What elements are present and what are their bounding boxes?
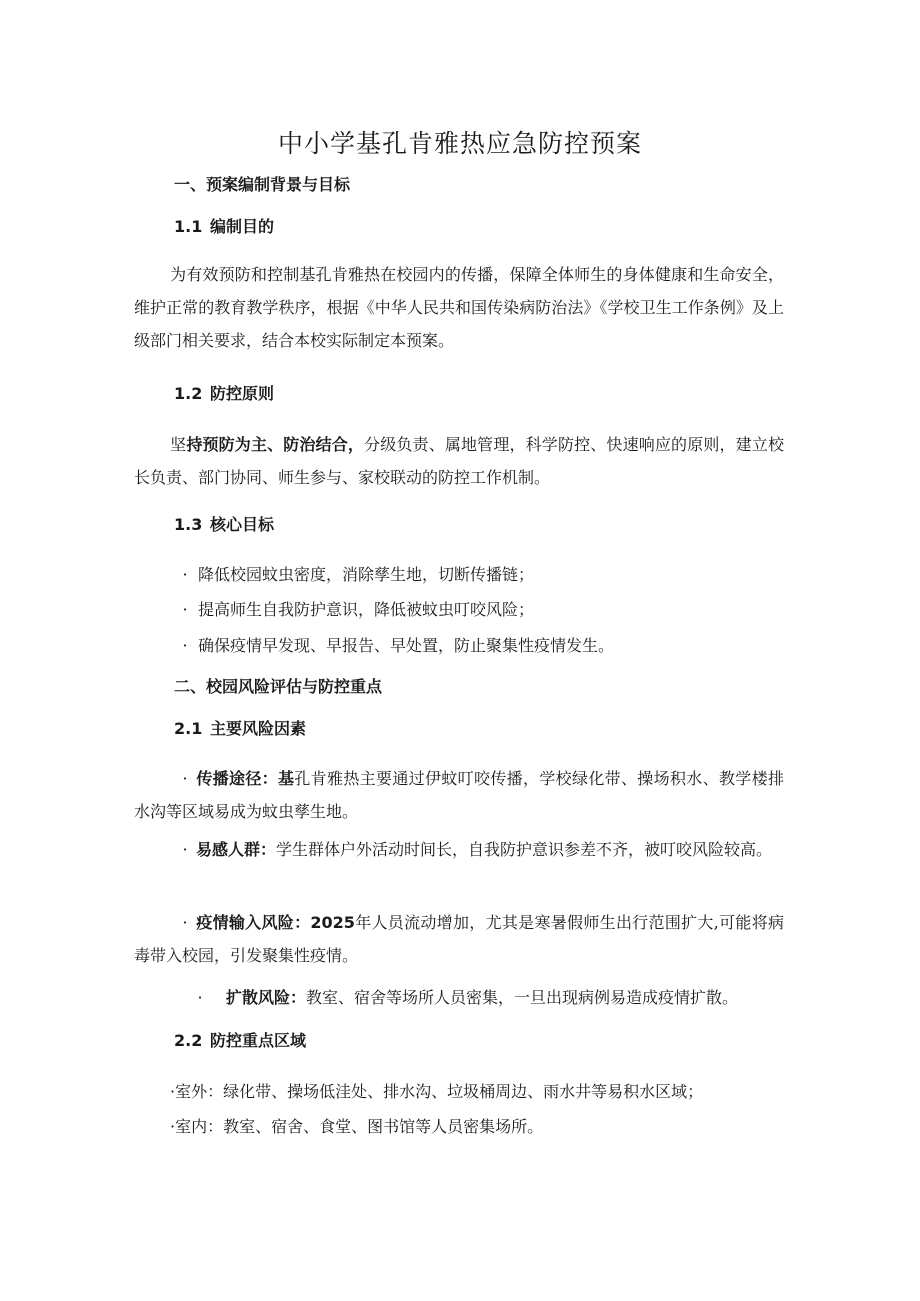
section-2-1-heading: [174, 716, 306, 739]
section-title: 主要风险因素: [210, 719, 307, 738]
purpose-text: 为有效预防和控制基孔肯雅热在校园内的传播，保障全体师生的身体健康和生命安全，维护正常的教育教学秩序，根据《中华人民共和国传染病防治法》《学校卫生工作条例》及上级部门相关要求，结合本校实际制定本预案。: [134, 265, 784, 350]
risk-item: [134, 833, 784, 866]
area-item: ·室内：教室、宿舍、食堂、图书馆等人员密集场所。: [170, 1117, 544, 1136]
area-item: ·室外：绿化带、操场低洼处、排水沟、垃圾桶周边、雨水井等易积水区域；: [170, 1082, 704, 1101]
risk-text: 孔肯雅热主要通过伊蚊叮咬传播，学校绿化带、操场积水、教学楼排水沟等区域易成为蚊虫孳生地。: [134, 769, 784, 821]
risk-label: 传播途径：基: [196, 769, 295, 788]
section-number: 1.3: [174, 515, 203, 534]
section-2-heading: 二、校园风险评估与防控重点: [174, 677, 383, 696]
bullet-mark: ·: [182, 600, 188, 619]
section-number: 1.2: [174, 384, 203, 403]
goal-text: 确保疫情早发现、早报告、早处置，防止聚集性疫情发生。: [198, 636, 615, 655]
bullet-mark: ·: [182, 636, 188, 655]
section-2-2-heading: [174, 1028, 306, 1051]
goal-item: [134, 593, 784, 626]
risk-item: [134, 762, 784, 828]
section-1-2-heading: [174, 381, 274, 404]
section-title: 防控原则: [210, 384, 275, 403]
purpose-paragraph: [134, 258, 784, 357]
bullet-mark: ·: [182, 840, 188, 859]
bullet-mark: ·: [197, 988, 203, 1007]
goal-text: 降低校园蚊虫密度，消除孳生地，切断传播链；: [198, 565, 535, 584]
goal-item: [134, 558, 784, 591]
section-title: 编制目的: [210, 217, 275, 236]
section-number: 2.2: [174, 1031, 203, 1050]
section-1-3-heading: [174, 512, 274, 535]
section-number: 1.1: [174, 217, 203, 236]
document-title: 中小学基孔肯雅热应急防控预案: [277, 129, 642, 158]
risk-item: [134, 906, 784, 972]
principle-paragraph: [134, 428, 784, 494]
section-1-1-heading: [174, 214, 274, 237]
risk-label: 扩散风险：: [226, 988, 307, 1007]
section-title: 核心目标: [210, 515, 275, 534]
risk-item: [134, 981, 784, 1014]
bullet-mark: ·: [182, 913, 188, 932]
risk-text: 教室、宿舍等场所人员密集，一旦出现病例易造成疫情扩散。: [306, 988, 739, 1007]
bullet-mark: ·: [182, 565, 188, 584]
goal-item: [134, 629, 784, 662]
principle-bold: 持预防为主、防治结合，: [186, 435, 365, 454]
section-1-heading: 一、预案编制背景与目标: [174, 175, 351, 194]
principle-rest: 分级负责、属地管理，科学防控、快速响应的原则，建立校长负责、部门协同、师生参与、家校联动的防控工作机制。: [134, 435, 784, 487]
risk-text: 年人员流动增加，尤其是寒暑假师生出行范围扩大,可能将病毒带入校园，引发聚集性疫情。: [134, 913, 784, 965]
section-title: 防控重点区域: [210, 1031, 307, 1050]
principle-lead: 坚: [170, 435, 187, 454]
goal-text: 提高师生自我防护意识，降低被蚊虫叮咬风险；: [198, 600, 535, 619]
risk-text: 学生群体户外活动时间长，自我防护意识参差不齐，被叮咬风险较高。: [276, 840, 773, 859]
section-number: 2.1: [174, 719, 203, 738]
risk-label: 疫情输入风险：2025: [196, 913, 355, 932]
bullet-mark: ·: [182, 769, 188, 788]
risk-label: 易感人群：: [196, 840, 277, 859]
